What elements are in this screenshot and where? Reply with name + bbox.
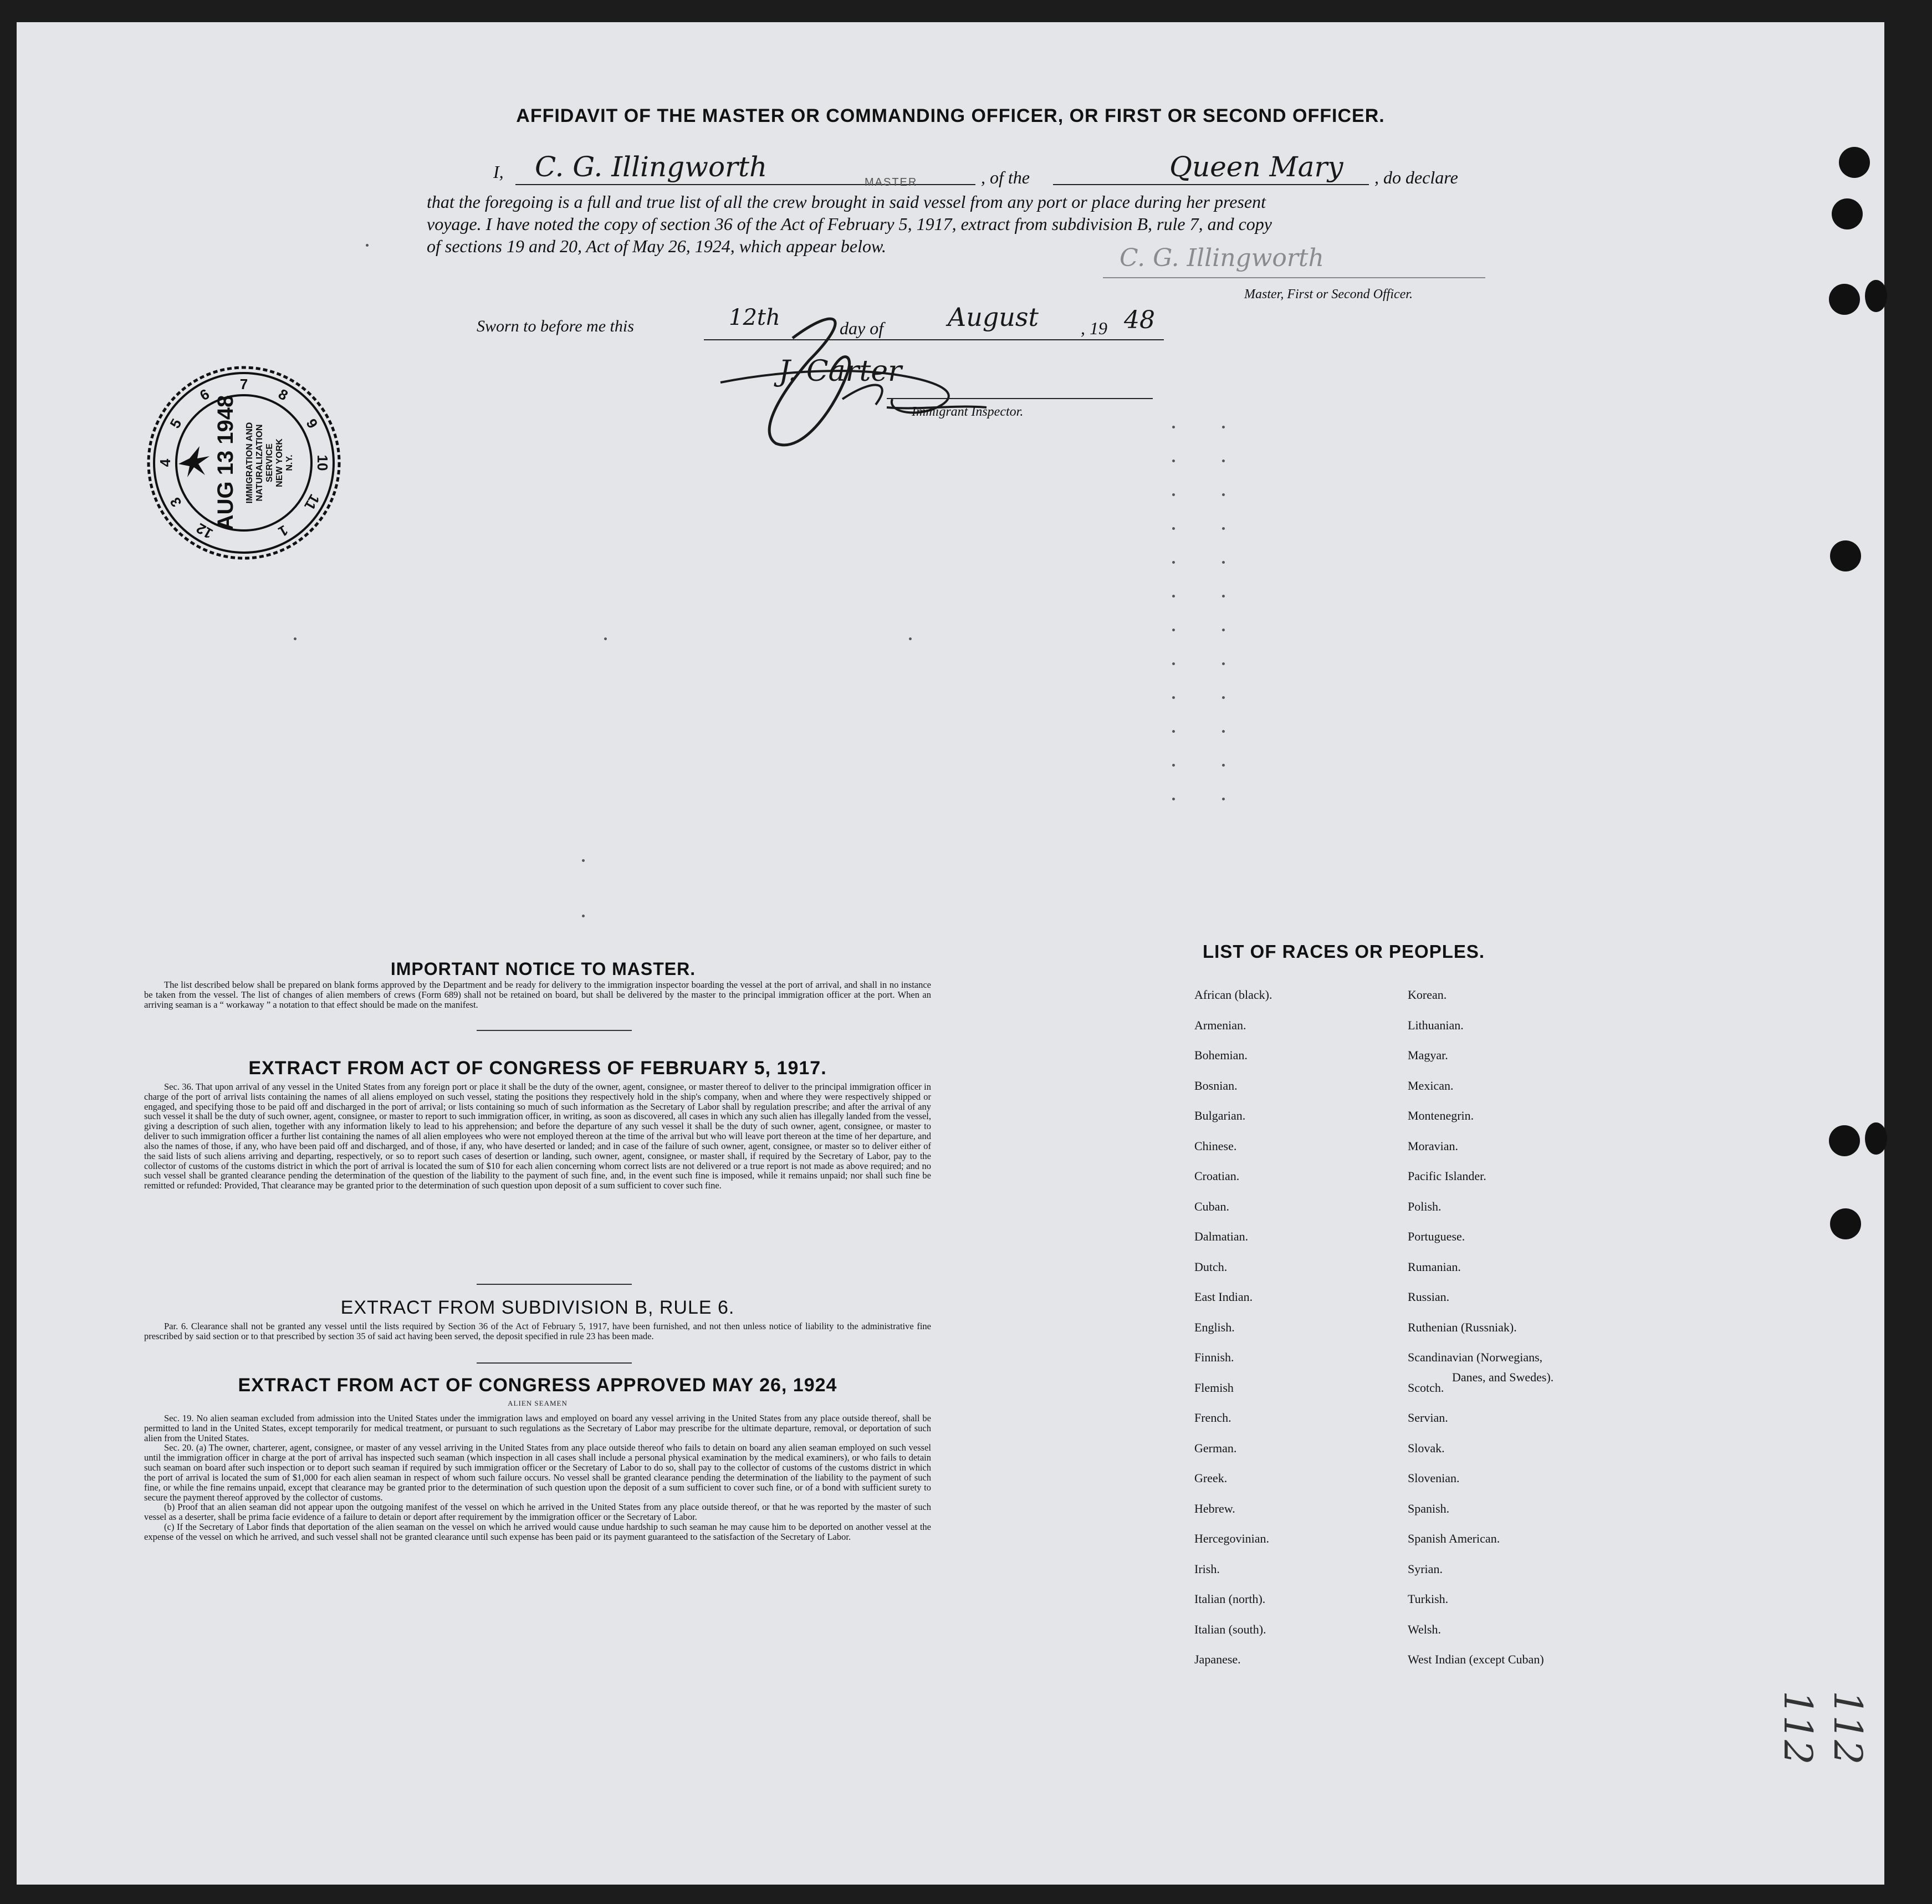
- declaration-line-4: of sections 19 and 20, Act of May 26, 1924, which appear below.: [427, 236, 886, 256]
- seal-ring-number: 1: [275, 522, 291, 540]
- race-item: Bulgarian.: [1194, 1109, 1246, 1122]
- sworn-year-handwritten: 48: [1124, 306, 1155, 334]
- sworn-month-handwritten: August: [948, 302, 1039, 332]
- form-dot: [1222, 460, 1225, 462]
- seal-ring-number: 11: [301, 491, 323, 513]
- race-item: Rumanian.: [1408, 1259, 1461, 1274]
- race-item: Hebrew.: [1194, 1501, 1235, 1515]
- form-dot: [1222, 730, 1225, 733]
- form-dot: [1172, 696, 1175, 699]
- seal-service-line: NEW YORK: [275, 438, 284, 487]
- punch-hole: [1832, 198, 1863, 229]
- seal-ring-number: 4: [157, 458, 173, 467]
- form-dot: [1222, 798, 1225, 800]
- margin-page-number-2: 112: [1825, 1691, 1870, 1765]
- notice-title: IMPORTANT NOTICE TO MASTER.: [390, 959, 696, 979]
- document-page: [17, 22, 1884, 1885]
- form-dot: [1222, 764, 1225, 767]
- race-item: Finnish.: [1194, 1350, 1234, 1364]
- seal-ring-number: 6: [197, 385, 212, 404]
- seal-service-line: IMMIGRATION AND: [245, 422, 254, 504]
- race-item: Korean.: [1408, 988, 1447, 1002]
- sworn-year-prefix: , 19: [1081, 318, 1107, 338]
- form-dot: [1172, 595, 1175, 598]
- form-dot: [1222, 662, 1225, 665]
- race-item: East Indian.: [1194, 1290, 1253, 1304]
- inspector-signature-line: [887, 398, 1153, 399]
- extract-rule6-rule: [477, 1362, 632, 1364]
- race-item: Hercegovinian.: [1194, 1532, 1269, 1545]
- declaration-i-prefix: I,: [493, 162, 504, 182]
- punch-hole: [1829, 1125, 1860, 1156]
- race-item: Dutch.: [1194, 1259, 1228, 1274]
- extract-1924-sec20b: (b) Proof that an alien seaman did not appear upon the outgoing manifest of the vessel on which he arrived in the United States from any place outside thereof, or that he was reported by the master of such vessel as a deserter, shall be prima facie evidence of a failure to detain or deport after requirement by the immigration officer or the Secretary of Labor.: [144, 1502, 931, 1523]
- race-item: German.: [1194, 1441, 1237, 1455]
- inspector-signature: J. Carter: [779, 355, 902, 388]
- vessel-name-line: [1053, 184, 1369, 185]
- form-dot: [1222, 426, 1225, 428]
- master-name-handwritten: C. G. Illingworth: [535, 151, 768, 183]
- race-item: Slovenian.: [1408, 1471, 1460, 1485]
- sworn-text: Sworn to before me this: [477, 317, 634, 335]
- race-item: Cuban.: [1194, 1199, 1229, 1213]
- punch-hole: [1865, 1122, 1887, 1155]
- extract-1924-sec20a: Sec. 20. (a) The owner, charterer, agent, consignee, or master of any vessel arriving in the United States from any place outside thereof who fails to detain on board any alien seaman employed on such vessel until the immigration officer in charge at the port of arrival has inspected such seaman (which inspection in all cases shall include a personal physical examination by the medical examiners), or who fails to detain such seaman on board after such inspection or to deport such seaman if required by such immigration officer or the Secretary of Labor to do so, shall pay to the collector of customs of the customs district in which the port of arrival is located the sum of $1,000 for each alien seaman in respect of whom such failure occurs. No vessel shall be granted clearance pending the determination of the liability to the payment of such fine, or while the fine remains unpaid, except that clearance may be granted prior to the determination of such question upon the deposit of a sum sufficient to cover such fine, or of a bond with sufficient surety to secure the payment thereof approved by the collector of customs.: [144, 1442, 931, 1503]
- punch-hole: [1839, 147, 1870, 178]
- form-dot: [1172, 730, 1175, 733]
- form-dot: [1172, 460, 1175, 462]
- race-item: Slovak.: [1408, 1441, 1445, 1455]
- punch-hole: [1865, 280, 1887, 312]
- race-item: Polish.: [1408, 1199, 1442, 1213]
- extract-rule6-body: Par. 6. Clearance shall not be granted any vessel until the lists required by Section 36 of the Act of February 5, 1917, have been furnished, and not then unless notice of liability to the administrative fine prescribed by said section or to that prescribed by section 35 of said act having been served, the deposit specified in rule 23 has been made.: [144, 1321, 931, 1341]
- master-signature-caption: Master, First or Second Officer.: [1244, 287, 1413, 302]
- extract-1924-title: EXTRACT FROM ACT OF CONGRESS APPROVED MAY 26, 1924: [238, 1375, 837, 1396]
- margin-page-number: 112: [1775, 1691, 1821, 1765]
- inspector-caption: Immigrant Inspector.: [912, 405, 1024, 419]
- race-item: Ruthenian (Russniak).: [1408, 1320, 1517, 1334]
- punch-hole: [1829, 284, 1860, 315]
- punch-hole: [1830, 1208, 1861, 1239]
- race-item: English.: [1194, 1320, 1235, 1334]
- race-item: Lithuanian.: [1408, 1018, 1464, 1032]
- race-item: Russian.: [1408, 1290, 1450, 1304]
- race-item: Flemish: [1194, 1380, 1234, 1395]
- seal-date: AUG 13 1948: [213, 395, 238, 531]
- seal-ring-number: 3: [166, 494, 185, 510]
- race-item: Servian.: [1408, 1411, 1448, 1425]
- race-item: Welsh.: [1408, 1622, 1441, 1636]
- sworn-day-handwritten: 12th: [729, 305, 780, 330]
- race-item: Scandinavian (Norwegians,: [1408, 1350, 1543, 1364]
- extract-1924-sec19: Sec. 19. No alien seaman excluded from admission into the United States under the immigration laws and employed on board any vessel arriving in the United States from any place outside thereof, shall be permitted to land in the United States, except temporarily for medical treatment, or pursuant to such regulations as the Secretary of Labor may prescribe for the ultimate departure, removal, or deportation of such alien from the United States.: [144, 1413, 931, 1443]
- race-item: Japanese.: [1194, 1652, 1241, 1666]
- form-dot: [1222, 595, 1225, 598]
- form-dot: [1172, 561, 1175, 564]
- seal-ring-number: 8: [275, 385, 291, 404]
- race-item: Dalmatian.: [1194, 1229, 1249, 1243]
- race-item: French.: [1194, 1411, 1231, 1425]
- race-item: Greek.: [1194, 1471, 1228, 1485]
- extract-1924-body: [144, 1413, 931, 1542]
- race-item: Spanish American.: [1408, 1532, 1500, 1545]
- race-item: Spanish.: [1408, 1501, 1450, 1515]
- seal-service-line: N.Y.: [285, 455, 294, 471]
- seal-service-text: [245, 422, 294, 504]
- extract-1924-sec20c: (c) If the Secretary of Labor finds that deportation of the alien seaman on the vessel on which he arrived would cause undue hardship to such seaman he may cause him to be deported on another vessel at the expense of the vessel on which he arrived, and such vessel shall not be granted clearance until such expense has been paid or its payment guaranteed to the satisfaction of the Secretary of Labor.: [144, 1521, 931, 1542]
- master-signature: C. G. Illingworth: [1120, 244, 1324, 272]
- master-stamp: MASTER: [865, 176, 918, 188]
- race-item: West Indian (except Cuban): [1408, 1652, 1544, 1666]
- form-dot: [1172, 493, 1175, 496]
- form-dot: [1222, 527, 1225, 530]
- race-item: Portuguese.: [1408, 1229, 1465, 1243]
- form-dot: [1172, 426, 1175, 428]
- form-dot: [1222, 696, 1225, 699]
- race-item: Italian (north).: [1194, 1592, 1266, 1606]
- declaration-line-3: voyage. I have noted the copy of section 36 of the Act of February 5, 1917, extract from subdivision B, rule 7, and copy: [427, 214, 1272, 234]
- race-item: Irish.: [1194, 1561, 1220, 1576]
- seal-ring-number: 10: [314, 455, 331, 471]
- punch-hole: [1830, 540, 1861, 571]
- form-dot: [1172, 662, 1175, 665]
- form-dot: [909, 637, 912, 640]
- form-dot: [1222, 561, 1225, 564]
- race-item: Mexican.: [1408, 1078, 1454, 1093]
- race-item: Armenian.: [1194, 1018, 1246, 1032]
- races-title: LIST OF RACES OR PEOPLES.: [1203, 941, 1485, 962]
- extract-1924-subtitle: ALIEN SEAMEN: [508, 1399, 568, 1407]
- form-dot: [366, 244, 369, 247]
- vessel-handwritten: Queen Mary: [1169, 151, 1343, 183]
- form-dot: [582, 915, 585, 917]
- form-dot: [604, 637, 607, 640]
- declaration-of-the: , of the: [981, 167, 1030, 187]
- extract-1917-rule: [477, 1284, 632, 1285]
- race-item: Bosnian.: [1194, 1078, 1238, 1093]
- race-item: Chinese.: [1194, 1139, 1237, 1153]
- form-dot: [294, 637, 297, 640]
- form-dot: [1172, 527, 1175, 530]
- affidavit-title: AFFIDAVIT OF THE MASTER OR COMMANDING OFFICER, OR FIRST OR SECOND OFFICER.: [516, 105, 1385, 126]
- notice-body: The list described below shall be prepared on blank forms approved by the Department and be ready for delivery to the immigration inspector boarding the vessel at the port of arrival, and shall in no instance be taken from the vessel. The list of changes of alien members of crews (Form 689) shall not be retained on board, but shall be delivered by the master to the principal immigration officer at the port. When an arriving seaman is a “ workaway ” a notation to that effect should be made on the manifest.: [144, 979, 931, 1010]
- seal-service-line: NATURALIZATION: [255, 424, 264, 502]
- form-dot: [1172, 764, 1175, 767]
- race-item: Magyar.: [1408, 1048, 1448, 1062]
- master-signature-line: [1103, 277, 1485, 278]
- notice-rule: [477, 1030, 632, 1031]
- seal-ring-number: 12: [193, 519, 216, 543]
- race-item: Italian (south).: [1194, 1622, 1266, 1636]
- extract-1917-body: Sec. 36. That upon arrival of any vessel in the United States from any foreign port or place it shall be the duty of the owner, agent, consignee, or master thereof to deliver to the principal immigration officer in charge of the port of arrival lists containing the names of all aliens employed on such vessel, stating the positions they respectively hold in the ship's company, when and where they were respectively shipped or engaged, and specifying those to be paid off and discharged in the port of arrival; or lists containing so much of such information as the Secretary of Labor shall by regulation prescribe; and after the arrival of any such vessel it shall be the duty of such owner, agent, consignee, or master to report to such immigration officer, in writing, as soon as discovered, all cases in which any such alien has illegally landed from the vessel, giving a description of such alien, together with any information likely to lead to his apprehension; and before the departure of any such vessel it shall be the duty of such owner, agent, consignee, or master to deliver to such immigration officer a further list containing the names of all alien employees who were not employed thereon at the time of the arrival but who will leave port thereon at the time of her departure, and also the names of those, if any, who have been paid off and discharged, and of those, if any, who have deserted or landed; and in case of the failure of such owner, agent, consignee, or master so to deliver either of the said lists of such aliens arriving and departing, respectively, or so to report such cases of desertion or landing, such owner, agent, consignee, or master shall, if required by the Secretary of Labor, pay to the collector of customs of the customs district in which the port of arrival is located the sum of $10 for each alien concerning whom correct lists are not delivered or a true report is not made as above required; and no such vessel shall be granted clearance pending the determination of the question of the liability to the payment of such fine, and, in the event such fine is imposed, while it remains unpaid; nor shall such fine be remitted or refunded: Provided, That clearance may be granted prior to the determination of such question upon deposit of a sum sufficient to cover such fine.: [144, 1081, 931, 1191]
- declaration-line-2: that the foregoing is a full and true list of all the crew brought in said vessel from any port or place during her present: [427, 192, 1266, 212]
- form-dot: [1172, 629, 1175, 631]
- race-item: Scotch.: [1408, 1380, 1444, 1395]
- race-item: Moravian.: [1408, 1139, 1459, 1153]
- declaration-do-declare: , do declare: [1374, 167, 1458, 187]
- race-item: African (black).: [1194, 988, 1272, 1002]
- form-dot: [1222, 493, 1225, 496]
- race-item: Syrian.: [1408, 1561, 1443, 1576]
- sworn-day-of: day of: [840, 318, 884, 338]
- race-scandinavian-continued: Danes, and Swedes).: [1452, 1370, 1554, 1384]
- extract-rule6-title: EXTRACT FROM SUBDIVISION B, RULE 6.: [340, 1297, 735, 1318]
- seal-service-line: SERVICE: [265, 443, 274, 482]
- race-item: Montenegrin.: [1408, 1109, 1474, 1122]
- race-item: Croatian.: [1194, 1169, 1240, 1183]
- seal-ring-number: 9: [303, 416, 321, 431]
- race-item: Turkish.: [1408, 1592, 1449, 1606]
- seal-ring-numbers: [157, 376, 331, 542]
- race-item: Pacific Islander.: [1408, 1169, 1486, 1183]
- form-dot: [1172, 798, 1175, 800]
- form-dot: [582, 859, 585, 862]
- extract-1917-title: EXTRACT FROM ACT OF CONGRESS OF FEBRUARY 5, 1917.: [248, 1058, 827, 1079]
- form-dot: [1222, 629, 1225, 631]
- seal-ring-number: 7: [239, 376, 248, 392]
- seal-ring-number: 5: [166, 416, 185, 431]
- immigration-seal-stamp: [144, 363, 344, 563]
- seal-star-icon: [178, 446, 209, 477]
- race-item: Bohemian.: [1194, 1048, 1248, 1062]
